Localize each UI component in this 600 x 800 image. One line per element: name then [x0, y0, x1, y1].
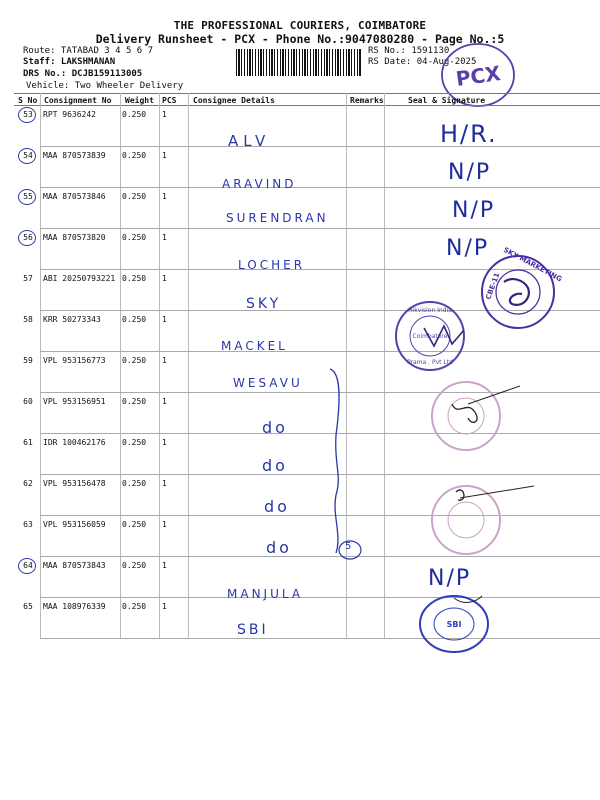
handwritten-name: SURENDRAN — [226, 211, 329, 225]
row-serial-number: 63 — [23, 520, 33, 529]
consignment-number: MAA 108976339 — [43, 602, 106, 611]
consignment-number: IDR 100462176 — [43, 438, 106, 447]
svg-text:Hikvision India: Hikvision India — [408, 307, 452, 314]
weight-value: 0.250 — [122, 438, 147, 447]
pieces-count: 1 — [162, 151, 167, 160]
runsheet-subtitle: Delivery Runsheet - PCX - Phone No.:9047080280 - Page No.:5 — [95, 32, 505, 46]
consignment-number: VPL 953156773 — [43, 356, 106, 365]
weight-value: 0.250 — [122, 356, 147, 365]
pieces-count: 1 — [162, 315, 167, 324]
col-remarks: Remarks — [350, 96, 384, 105]
row-serial-number: 65 — [23, 602, 33, 611]
handwritten-name: do — [262, 418, 288, 437]
handwritten-name: MACKEL — [221, 339, 288, 353]
serial-circle-mark — [18, 148, 36, 164]
svg-text:Coimbatore: Coimbatore — [412, 333, 448, 340]
brace-count: 5 — [345, 541, 352, 552]
row-divider — [40, 228, 600, 229]
pieces-count: 1 — [162, 397, 167, 406]
row-serial-number: 54 — [23, 151, 33, 160]
row-divider — [40, 187, 600, 188]
row-divider — [40, 351, 600, 352]
consignment-number: VPL 953156059 — [43, 520, 106, 529]
pieces-count: 1 — [162, 602, 167, 611]
weight-value: 0.250 — [122, 520, 147, 529]
row-serial-number: 55 — [23, 192, 33, 201]
hikvision-stamp — [390, 298, 474, 374]
consignment-number: MAA 870573839 — [43, 151, 106, 160]
handwritten-name: ALV — [228, 132, 271, 150]
weight-value: 0.250 — [122, 192, 147, 201]
faded-stamp — [428, 482, 504, 558]
row-serial-number: 64 — [23, 561, 33, 570]
svg-text:SKY MARKETING: SKY MARKETING — [502, 245, 564, 284]
vehicle-text: Vehicle: Two Wheeler Delivery — [26, 81, 184, 91]
col-consignment: Consignment No — [44, 96, 112, 105]
handwritten-name: SBI — [237, 622, 269, 638]
signature-mark: N/P — [452, 198, 496, 223]
consignment-number: MAA 870573846 — [43, 192, 106, 201]
serial-circle-mark — [18, 107, 36, 123]
weight-value: 0.250 — [122, 561, 147, 570]
row-serial-number: 57 — [23, 274, 33, 283]
handwritten-name: WESAVU — [233, 376, 303, 390]
handwritten-name: SKY — [246, 296, 282, 312]
bank-stamp — [418, 594, 494, 656]
row-serial-number: 60 — [23, 397, 33, 406]
pieces-count: 1 — [162, 438, 167, 447]
col-seal: Seal & Signature — [408, 96, 486, 105]
signature-mark: N/P — [448, 160, 492, 185]
row-divider — [40, 392, 600, 393]
weight-value: 0.250 — [122, 602, 147, 611]
row-divider — [40, 638, 600, 639]
svg-text:CBE-11: CBE-11 — [484, 271, 502, 301]
staff-text: Staff: LAKSHMANAN — [23, 57, 116, 67]
handwritten-name: do — [266, 538, 292, 557]
pieces-count: 1 — [162, 233, 167, 242]
drs-number: DRS No.: DCJB159113005 — [23, 69, 143, 79]
col-pcs: PCS — [162, 96, 177, 105]
serial-circle-mark — [18, 189, 36, 205]
weight-value: 0.250 — [122, 274, 147, 283]
sky-marketing-stamp — [478, 245, 564, 332]
row-serial-number: 62 — [23, 479, 33, 488]
rs-date: RS Date: 04-Aug-2025 — [368, 57, 477, 67]
handwritten-name: ARAVIND — [222, 177, 297, 191]
handwritten-name: LOCHER — [238, 258, 306, 272]
consignment-number: VPL 953156951 — [43, 397, 106, 406]
pieces-count: 1 — [162, 356, 167, 365]
consignment-number: VPL 953156478 — [43, 479, 106, 488]
col-sno: S No — [18, 96, 38, 105]
pieces-count: 1 — [162, 192, 167, 201]
weight-value: 0.250 — [122, 151, 147, 160]
pieces-count: 1 — [162, 561, 167, 570]
rs-number: RS No.: 1591130 — [368, 46, 450, 56]
row-serial-number: 61 — [23, 438, 33, 447]
row-serial-number: 59 — [23, 356, 33, 365]
svg-text:SBI: SBI — [446, 620, 462, 629]
serial-circle-mark — [18, 558, 36, 574]
col-consignee: Consignee Details — [193, 96, 275, 105]
signature-mark: N/P — [428, 566, 472, 591]
handwritten-name: MANJULA — [227, 587, 304, 601]
row-divider — [40, 146, 600, 147]
header-bottom-rule — [14, 105, 600, 106]
faded-stamp — [428, 378, 504, 454]
consignment-number: KRR 50273343 — [43, 315, 101, 324]
weight-value: 0.250 — [122, 479, 147, 488]
signature-mark: H/R. — [440, 120, 498, 148]
row-divider — [40, 433, 600, 434]
pieces-count: 1 — [162, 274, 167, 283]
pieces-count: 1 — [162, 479, 167, 488]
grouping-brace — [322, 365, 362, 565]
handwritten-name: do — [262, 456, 288, 475]
row-serial-number: 58 — [23, 315, 33, 324]
signature-mark: N/P — [446, 236, 490, 261]
row-serial-number: 56 — [23, 233, 33, 242]
col-weight: Weight — [125, 96, 154, 105]
consignment-number: MAA 870573820 — [43, 233, 106, 242]
row-divider — [40, 556, 600, 557]
row-divider — [40, 597, 600, 598]
consignment-number: ABI 20250793221 — [43, 274, 116, 283]
pcx-stamp-text: PCX — [454, 60, 502, 91]
row-divider — [40, 515, 600, 516]
weight-value: 0.250 — [122, 397, 147, 406]
route-text: Route: TATABAD 3 4 5 6 7 — [23, 46, 154, 56]
weight-value: 0.250 — [122, 233, 147, 242]
serial-circle-mark — [18, 230, 36, 246]
company-title: THE PROFESSIONAL COURIERS, COIMBATORE — [173, 19, 427, 32]
barcode — [236, 49, 362, 76]
consignment-number: RPT 9636242 — [43, 110, 96, 119]
header-top-rule — [14, 93, 600, 94]
pieces-count: 1 — [162, 520, 167, 529]
svg-text:Prama . Pvt Ltd: Prama . Pvt Ltd — [407, 359, 453, 366]
row-serial-number: 53 — [23, 110, 33, 119]
consignment-number: MAA 870573843 — [43, 561, 106, 570]
weight-value: 0.250 — [122, 110, 147, 119]
handwritten-name: do — [264, 497, 290, 516]
weight-value: 0.250 — [122, 315, 147, 324]
pieces-count: 1 — [162, 110, 167, 119]
row-divider — [40, 474, 600, 475]
